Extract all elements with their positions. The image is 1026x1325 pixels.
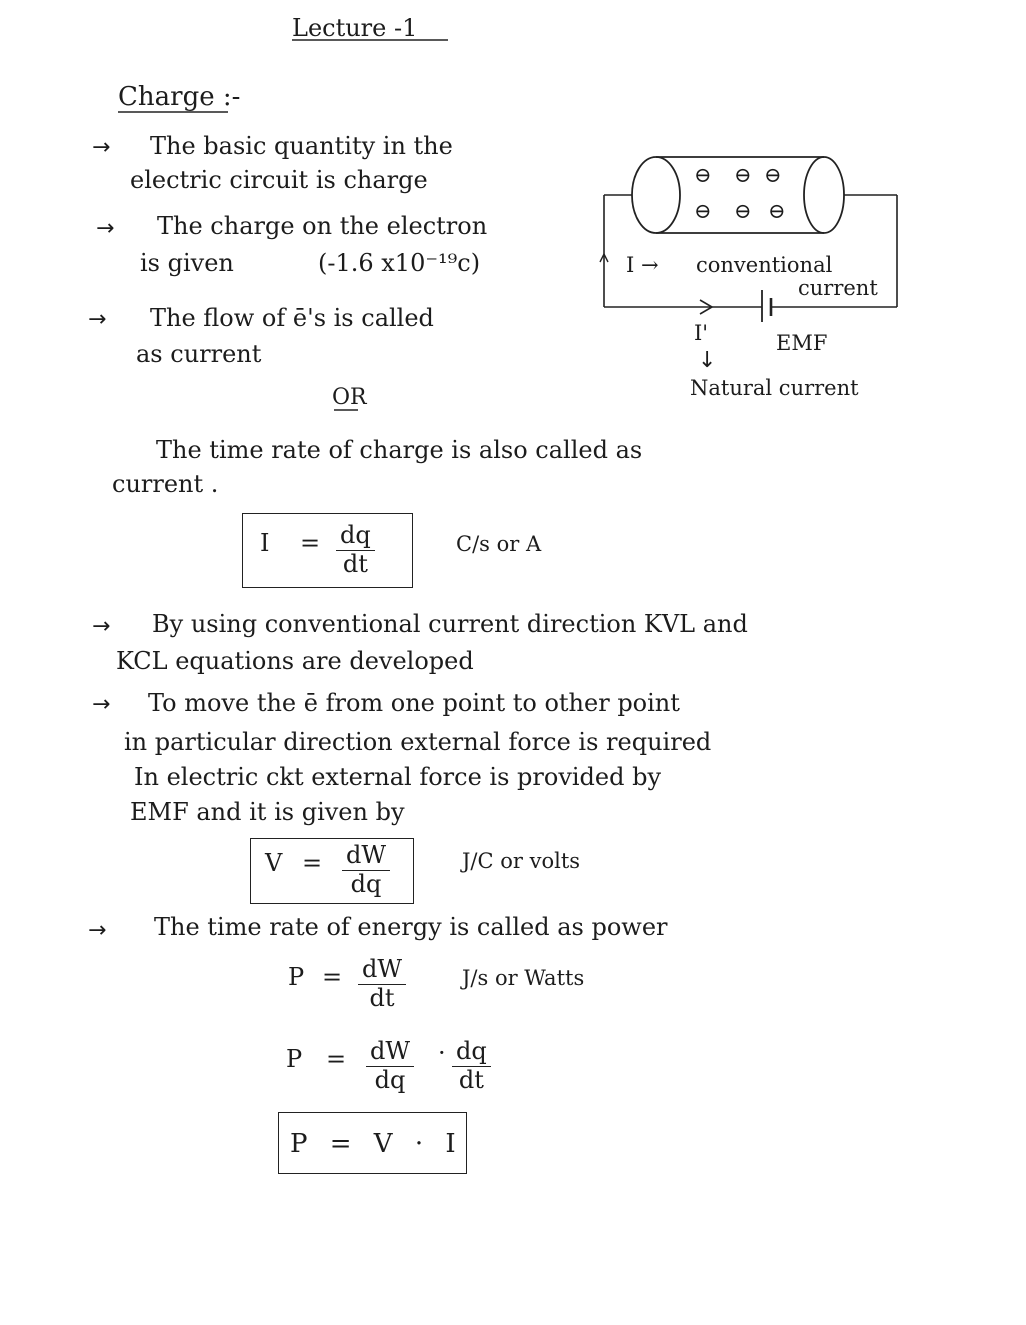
eq2-equals: = — [302, 849, 323, 877]
bullet-2-line-1: The charge on the electron — [157, 212, 488, 240]
move-line-4: EMF and it is given by — [130, 798, 405, 826]
eq4-lhs: P — [286, 1045, 303, 1073]
current-i-label: I → — [626, 253, 659, 277]
i-prime-label: I' — [694, 321, 709, 345]
electron-ion: ⊖ — [764, 163, 782, 187]
arrow-icon: → — [88, 307, 107, 332]
eq3-fraction — [358, 956, 406, 1012]
eq5-text: P = V · I — [290, 1129, 456, 1159]
eq3-numerator: dW — [358, 956, 406, 985]
bullet-1-line-2: electric circuit is charge — [130, 166, 428, 194]
eq2-numerator: dW — [342, 842, 390, 871]
bullet-1-line-1: The basic quantity in the — [150, 132, 453, 160]
eq1-numerator: dq — [336, 522, 375, 551]
electron-ion: ⊖ — [734, 199, 752, 223]
eq1-equals: = — [300, 529, 321, 557]
natural-current-label: Natural current — [690, 376, 859, 400]
arrow-icon: → — [92, 692, 111, 717]
eq1-fraction — [336, 522, 375, 578]
eq4-fraction-1 — [366, 1038, 414, 1094]
eq4-equals: = — [326, 1045, 347, 1073]
eq4-numerator-1: dW — [366, 1038, 414, 1067]
time-rate-line-1: The time rate of charge is also called as — [156, 436, 643, 464]
eq2-unit: J/C or volts — [462, 849, 581, 873]
arrow-icon: → — [92, 614, 111, 639]
electron-ion: ⊖ — [734, 163, 752, 187]
page-title: Lecture -1 — [292, 14, 418, 42]
current-word-label: current — [798, 276, 878, 300]
move-line-3: In electric ckt external force is provided by — [134, 763, 662, 791]
or-label: OR — [332, 385, 367, 410]
eq3-lhs: P — [288, 963, 305, 991]
eq3-unit: J/s or Watts — [462, 966, 585, 990]
arrow-icon: → — [88, 918, 107, 943]
move-line-1: To move the ē from one point to other point — [148, 689, 680, 717]
eq2-fraction — [342, 842, 390, 898]
electron-ion: ⊖ — [768, 199, 786, 223]
section-heading: Charge :- — [118, 82, 241, 112]
arrow-icon: → — [96, 216, 115, 241]
eq4-dot: · — [438, 1039, 446, 1067]
eq1-denominator: dt — [342, 549, 368, 578]
down-arrow-icon: ↓ — [698, 348, 717, 373]
eq3-equals: = — [322, 963, 343, 991]
eq1-unit: C/s or A — [456, 532, 542, 556]
eq4-denominator-2: dt — [458, 1065, 484, 1094]
kvl-line-2: KCL equations are developed — [116, 647, 474, 675]
move-line-2: in particular direction external force is required — [124, 728, 712, 756]
electron-ion: ⊖ — [694, 199, 712, 223]
electron-charge-value: (-1.6 x10⁻¹⁹c) — [318, 249, 481, 277]
kvl-line-1: By using conventional current direction KVL and — [152, 610, 748, 638]
eq4-fraction-2 — [452, 1038, 491, 1094]
eq4-denominator-1: dq — [374, 1065, 406, 1094]
eq2-denominator: dq — [350, 869, 382, 898]
conventional-label: conventional — [696, 253, 833, 277]
eq4-numerator-2: dq — [452, 1038, 491, 1067]
bullet-3-line-1: The flow of ē's is called — [150, 304, 434, 332]
bullet-3-line-2: as current — [136, 340, 262, 368]
arrow-icon: → — [92, 135, 111, 160]
power-line: The time rate of energy is called as power — [154, 913, 668, 941]
eq1-lhs: I — [260, 529, 270, 557]
emf-label: EMF — [776, 331, 828, 355]
eq3-denominator: dt — [369, 983, 395, 1012]
eq2-lhs: V — [265, 849, 283, 877]
bullet-2-line-2: is given — [140, 249, 234, 277]
time-rate-line-2: current . — [112, 470, 219, 498]
electron-ion: ⊖ — [694, 163, 712, 187]
